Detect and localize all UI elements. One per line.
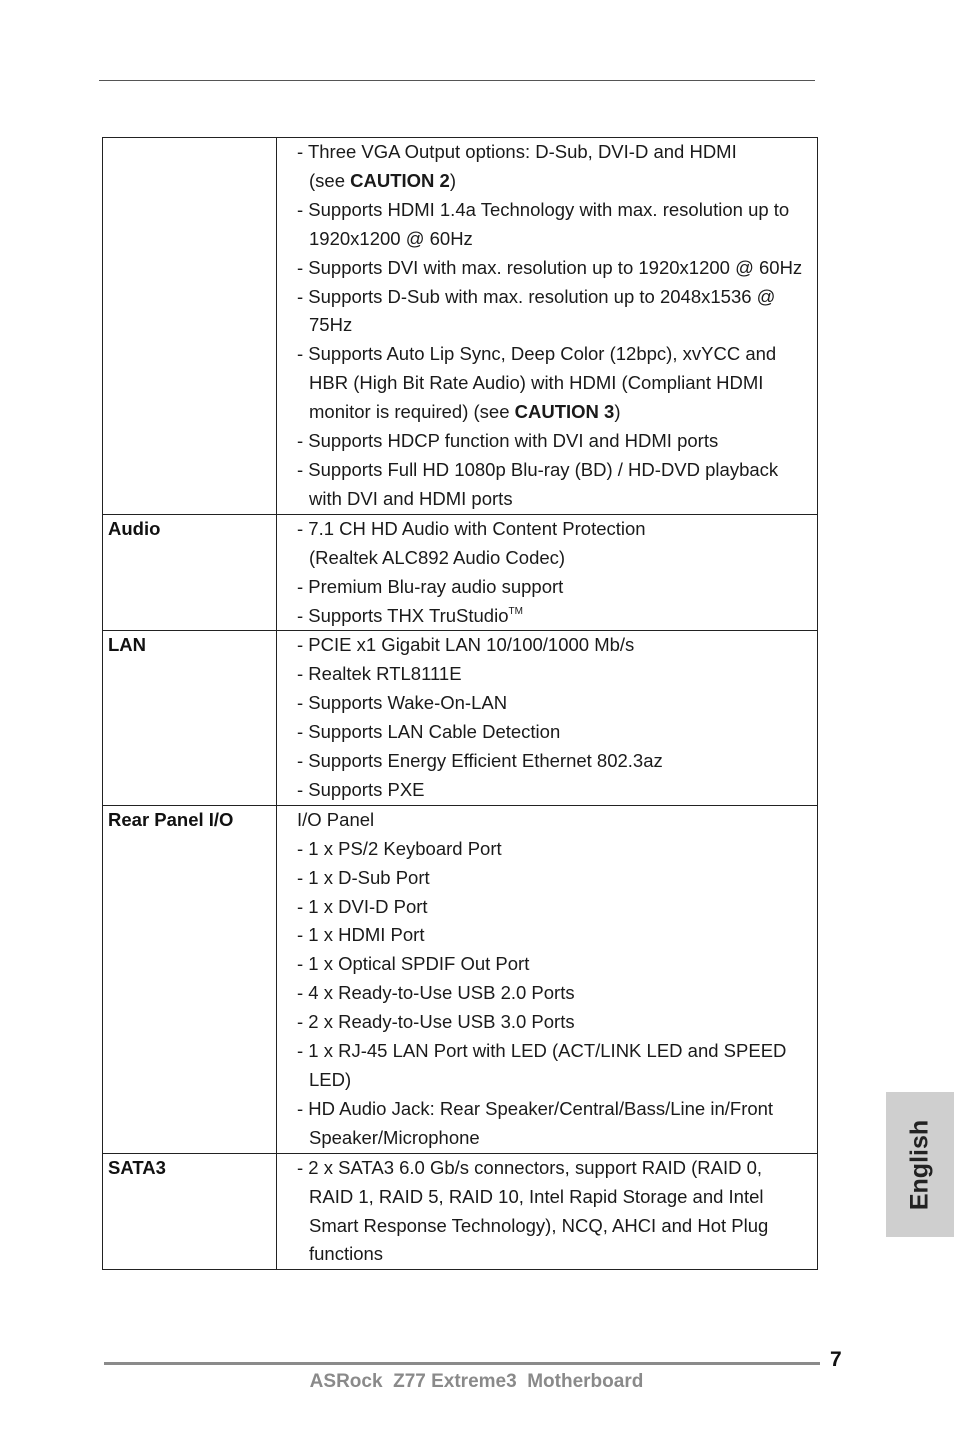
spec-item [297,254,817,283]
spec-item-continuation: functions [309,1243,384,1265]
spec-item-text: - Premium Blu-ray audio support [297,575,564,597]
spec-row-lan [103,631,818,805]
spec-item [297,456,817,514]
spec-item-continuation: LED) [309,1069,352,1090]
trademark-mark: TM [508,605,523,617]
spec-item-text: - Three VGA Output options: D-Sub, DVI-D and HDMI [297,141,737,162]
footer-rule [104,1362,820,1365]
caution-reference: CAUTION 2 [350,169,450,191]
spec-item: - 4 x Ready-to-Use USB 2.0 Ports [297,982,575,1004]
language-tab [886,1092,954,1237]
spec-item-continuation: Smart Response Technology), NCQ, AHCI and Hot Plug [309,1214,769,1236]
spec-item [297,573,817,602]
spec-content-rear-panel [277,805,818,1153]
spec-label-sata3: SATA3 [103,1153,277,1270]
spec-content-lan [277,631,818,805]
spec-content-sata3 [277,1153,818,1270]
spec-item: - Supports PXE [297,778,425,800]
spec-item-continuation: 75Hz [309,314,353,336]
spec-label-lan: LAN [103,631,277,805]
spec-item-text: - Supports HDCP function with DVI and HDMI ports [297,430,719,452]
caution-reference: CAUTION 3 [514,401,615,423]
spec-item: - 2 x Ready-to-Use USB 3.0 Ports [297,1011,575,1033]
spec-item-continuation: HBR (High Bit Rate Audio) with HDMI (Compliant HDMI [309,372,764,394]
spec-item: - 1 x DVI-D Port [297,895,428,917]
spec-item-text: - 1 x RJ-45 LAN Port with LED (ACT/LINK LED and SPEED [297,1040,787,1062]
spec-item-continuation [297,167,817,196]
spec-item [297,427,817,456]
spec-label-audio: Audio [103,514,277,631]
spec-item [297,1154,817,1270]
spec-item [297,283,817,341]
spec-item-text: - Supports Auto Lip Sync, Deep Color (12bpc), xvYCC and [297,343,777,365]
spec-item: - PCIE x1 Gigabit LAN 10/100/1000 Mb/s [297,634,635,656]
spec-item [297,515,817,573]
spec-item [297,1095,817,1153]
spec-item-text: - Supports HDMI 1.4a Technology with max. resolution up to [297,198,790,220]
spec-item: - Supports LAN Cable Detection [297,721,561,743]
spec-item-text: - Supports THX TruStudio [297,604,509,626]
spec-item-continuation: with DVI and HDMI ports [309,487,513,509]
spec-item-continuation: RAID 1, RAID 5, RAID 10, Intel Rapid Storage and Intel [309,1185,764,1207]
spec-item [297,196,817,254]
spec-item-text: - Supports D-Sub with max. resolution up to 2048x1536 @ [297,285,776,307]
spec-item-text: (see [309,169,351,191]
spec-item [297,340,817,427]
spec-label-rear-panel: Rear Panel I/O [103,805,277,1153]
spec-item [297,1037,817,1095]
spec-subheading: I/O Panel [297,808,375,830]
spec-item: - Realtek RTL8111E [297,663,462,685]
spec-item: - 1 x PS/2 Keyboard Port [297,837,502,859]
spec-item-text: - Supports DVI with max. resolution up to 1920x1200 @ 60Hz [297,256,803,278]
spec-item-continuation: 1920x1200 @ 60Hz [309,227,473,249]
spec-item: - 1 x D-Sub Port [297,866,430,888]
spec-item-text: - HD Audio Jack: Rear Speaker/Central/Bass/Line in/Front [297,1097,774,1119]
spec-item: - 1 x HDMI Port [297,924,425,946]
spec-item: - Supports Energy Efficient Ethernet 802.3az [297,750,663,772]
spec-item: - 1 x Optical SPDIF Out Port [297,953,530,975]
spec-content-audio [277,514,818,631]
spec-item-continuation: Speaker/Microphone [309,1126,480,1148]
header-rule [99,80,815,81]
language-tab-label: English [905,1119,934,1210]
spec-item-text: - 2 x SATA3 6.0 Gb/s connectors, support RAID (RAID 0, [297,1156,763,1178]
page-number: 7 [830,1348,842,1371]
spec-item-text: ) [614,401,621,423]
spec-row-graphics [103,138,818,515]
footer-title: ASRock Z77 Extreme3 Motherboard [309,1371,644,1392]
spec-row-sata3 [103,1153,818,1270]
spec-label-graphics [103,138,277,515]
spec-table [102,137,818,1270]
spec-item-continuation [297,398,817,427]
spec-item-text: - Supports Full HD 1080p Blu-ray (BD) / HD-DVD playback [297,458,779,480]
spec-item-continuation: (Realtek ALC892 Audio Codec) [309,546,566,568]
spec-row-audio [103,514,818,631]
spec-item-text: monitor is required) (see [309,401,515,423]
spec-content-graphics [277,138,818,515]
spec-item [297,138,817,196]
spec-item: - Supports Wake-On-LAN [297,692,508,714]
spec-item-text [297,602,817,631]
spec-item [297,602,817,631]
spec-row-rear-panel [103,805,818,1153]
spec-item-text: ) [449,169,457,191]
spec-item-text: - 7.1 CH HD Audio with Content Protection [297,517,646,539]
